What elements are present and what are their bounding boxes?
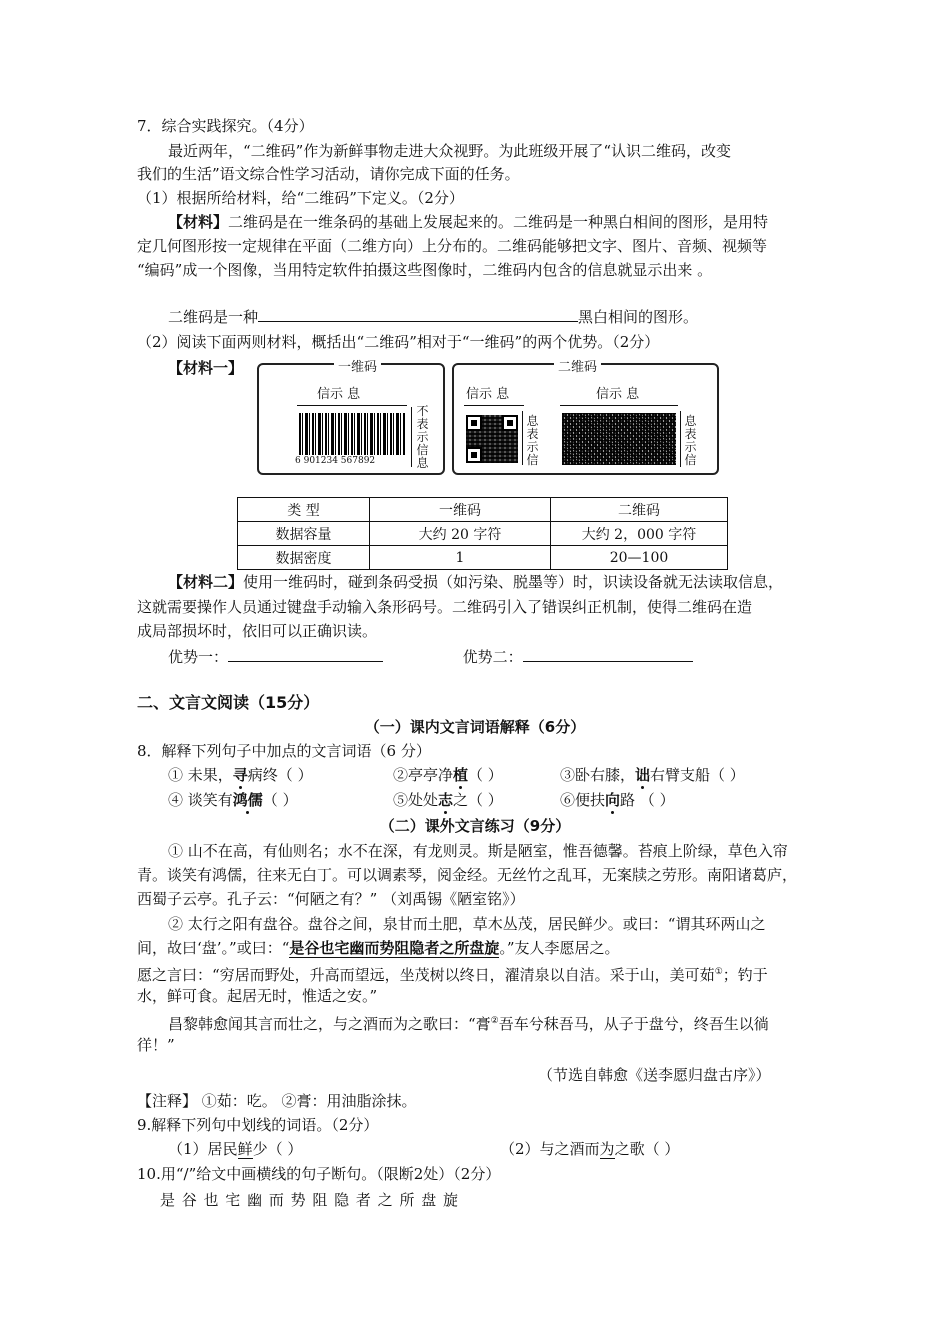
- qrcode-large-height-arrow: [680, 411, 681, 467]
- part1-title: （一）课内文言词语解释（6分）: [364, 718, 586, 736]
- table-cell: 大约 20 字符: [370, 522, 551, 546]
- barcode-width-arrow: [297, 405, 407, 406]
- barcode-digits: 6 901234 567892: [295, 456, 376, 466]
- underlined-sentence: 是谷也宅幽而势阻隐者之所盘旋: [289, 939, 500, 957]
- qrcode-small-info-label: 信示 息: [466, 387, 510, 402]
- table-row: [238, 522, 728, 546]
- passage2-line1: ② 太行之阳有盘谷。盘谷之间，泉甘而土肥，草木丛茂，居民鲜少。或曰：“谓其环两山之: [168, 915, 766, 933]
- q7-title: 7．综合实践探究。（4分）: [137, 117, 314, 135]
- material2-line2: 这就需要操作人员通过键盘手动输入条形码号。二维码引入了错误纠正机制，使得二维码在造: [137, 598, 753, 616]
- barcode-info-label: 信示 息: [317, 387, 361, 402]
- table-cell: 大约 2，000 字符: [551, 522, 728, 546]
- q8-item-5: ⑤处处志之（ ）: [393, 791, 503, 809]
- q8-item-3: ③卧右膝，诎右臂支船（ ）: [560, 766, 745, 784]
- qr-finder-icon: [466, 415, 482, 431]
- material2-line1: 【材料二】使用一维码时，碰到条码受损（如污染、脱墨等）时，识读设备就无法读取信息，: [168, 573, 784, 591]
- q7-sub1: （1）根据所给材料，给“二维码”下定义。（2分）: [137, 189, 464, 207]
- qrcode-figure-title: 二维码: [554, 356, 601, 375]
- q7-material-line2: 定几何图形按一定规律在平面（二维方向）上分布的。二维码能够把文字、图片、音频、视频等: [137, 237, 768, 255]
- table-cell: 数据密度: [238, 546, 370, 570]
- q9-item-1: （1）居民鲜少（ ）: [168, 1140, 303, 1158]
- definition-answer-blank[interactable]: [258, 306, 578, 322]
- table-cell: 1: [370, 546, 551, 570]
- q10-sentence: 是 谷 也 宅 幽 而 势 阻 隐 者 之 所 盘 旋: [160, 1191, 459, 1209]
- material-label: 【材料】: [168, 213, 229, 231]
- passage2-line3: 愿之言曰：“穷居而野处，升高而望远，坐茂树以终日，濯清泉以自洁。采于山，美可茹①；钓于: [137, 966, 768, 984]
- section2-title: 二、文言文阅读（15分）: [137, 693, 320, 712]
- barcode-figure: [257, 360, 445, 475]
- passage1-line2: 青。谈笑有鸿儒，往来无白丁。可以调素琴，阅金经。无丝竹之乱耳，无案牍之劳形。南阳诸葛庐，: [137, 866, 798, 884]
- qrcode-small-vertical-label: 息表示信: [526, 414, 539, 467]
- table-cell: 20—100: [551, 546, 728, 570]
- table-header-cell: 一维码: [370, 498, 551, 522]
- barcode-height-arrow: [411, 407, 412, 467]
- q9-title: 9.解释下列句中划线的词语。（2分）: [137, 1116, 379, 1134]
- advantage-line: 优势一： 优势二：: [168, 646, 693, 668]
- table-header-cell: 二维码: [551, 498, 728, 522]
- material2-label: 【材料二】: [168, 573, 244, 591]
- material2-line3: 成局部损坏时，依旧可以正确识读。: [137, 622, 378, 640]
- qrcode-small-width-arrow: [464, 405, 524, 406]
- q7-material-line3: “编码”成一个图像，当用特定软件拍摄这些图像时，二维码内包含的信息就显示出来 。: [137, 261, 713, 279]
- annotation-note: 【注释】 ①茹：吃。 ②膏：用油脂涂抹。: [137, 1092, 417, 1110]
- q7-material-line1: 【材料】二维码是在一维条码的基础上发展起来的。二维码是一种黑白相间的图形，是用特: [168, 213, 769, 231]
- qrcode-large-icon: [562, 413, 676, 465]
- passage2-line5: 昌黎韩愈闻其言而壮之，与之酒而为之歌曰：“膏②吾车兮秣吾马，从子于盘兮，终吾生以徜: [168, 1015, 769, 1033]
- comparison-table: [237, 497, 728, 570]
- table-header-cell: 类 型: [238, 498, 370, 522]
- q8-title: 8．解释下列句子中加点的文言词语（6 分）: [137, 742, 431, 760]
- q7-intro-line1: 最近两年，“二维码”作为新鲜事物走进大众视野。为此班级开展了“认识二维码，改变: [168, 142, 732, 160]
- part2-title: （二）课外文言练习（9分）: [379, 817, 571, 835]
- passage2-line4: 水，鲜可食。起居无时，惟适之安。”: [137, 987, 378, 1005]
- passage1-line1: ① 山不在高，有仙则名；水不在深，有龙则灵。斯是陋室，惟吾德馨。苔痕上阶绿，草色入帘: [168, 842, 788, 860]
- definition-line: 二维码是一种 黑白相间的图形。: [168, 308, 699, 326]
- q7-intro-line2: 我们的生活”语文综合性学习活动，请你完成下面的任务。: [137, 165, 520, 183]
- barcode-figure-title: 一维码: [334, 356, 381, 375]
- q8-item-2: ②亭亭净植（ ）: [393, 766, 503, 784]
- q7-sub2: （2）阅读下面两则材料，概括出“二维码”相对于“一维码”的两个优势。（2分）: [137, 333, 660, 351]
- advantage1-blank[interactable]: [228, 646, 383, 662]
- qrcode-large-info-label: 信示 息: [596, 387, 640, 402]
- qrcode-large-vertical-label: 息表示信: [684, 414, 697, 467]
- table-row: [238, 546, 728, 570]
- q8-item-4: ④ 谈笑有鸿儒（ ）: [168, 791, 298, 809]
- passage2-source: （节选自韩愈《送李愿归盘古序》）: [538, 1066, 771, 1084]
- qrcode-small-height-arrow: [522, 411, 523, 465]
- material1-label: 【材料一】: [168, 359, 244, 377]
- table-cell: 数据容量: [238, 522, 370, 546]
- advantage2-blank[interactable]: [523, 646, 693, 662]
- barcode-icon: [299, 413, 405, 455]
- qrcode-large-width-arrow: [560, 405, 678, 406]
- barcode-vertical-label: 不表示信息: [416, 404, 429, 470]
- passage2-line2: 间，故曰‘盘’。”或曰：“是谷也宅幽而势阻隐者之所盘旋。”友人李愿居之。: [137, 939, 620, 957]
- table-row: [238, 498, 728, 522]
- qrcode-small-icon: [466, 415, 518, 463]
- passage2-line6: 徉！”: [137, 1036, 175, 1054]
- qrcode-figure: [452, 360, 719, 475]
- q9-item-2: （2）与之酒而为之歌（ ）: [500, 1140, 680, 1158]
- q8-item-1: ① 未果，寻病终（ ）: [168, 766, 313, 784]
- q8-item-6: ⑥便扶向路 （ ）: [560, 791, 675, 809]
- qr-finder-icon: [502, 415, 518, 431]
- qr-finder-icon: [466, 447, 482, 463]
- passage1-line3: 西蜀子云亭。孔子云：“何陋之有？” （刘禹锡《陋室铭》）: [137, 890, 525, 908]
- q10-title: 10.用“/”给文中画横线的句子断句。（限断2处）（2分）: [137, 1165, 501, 1183]
